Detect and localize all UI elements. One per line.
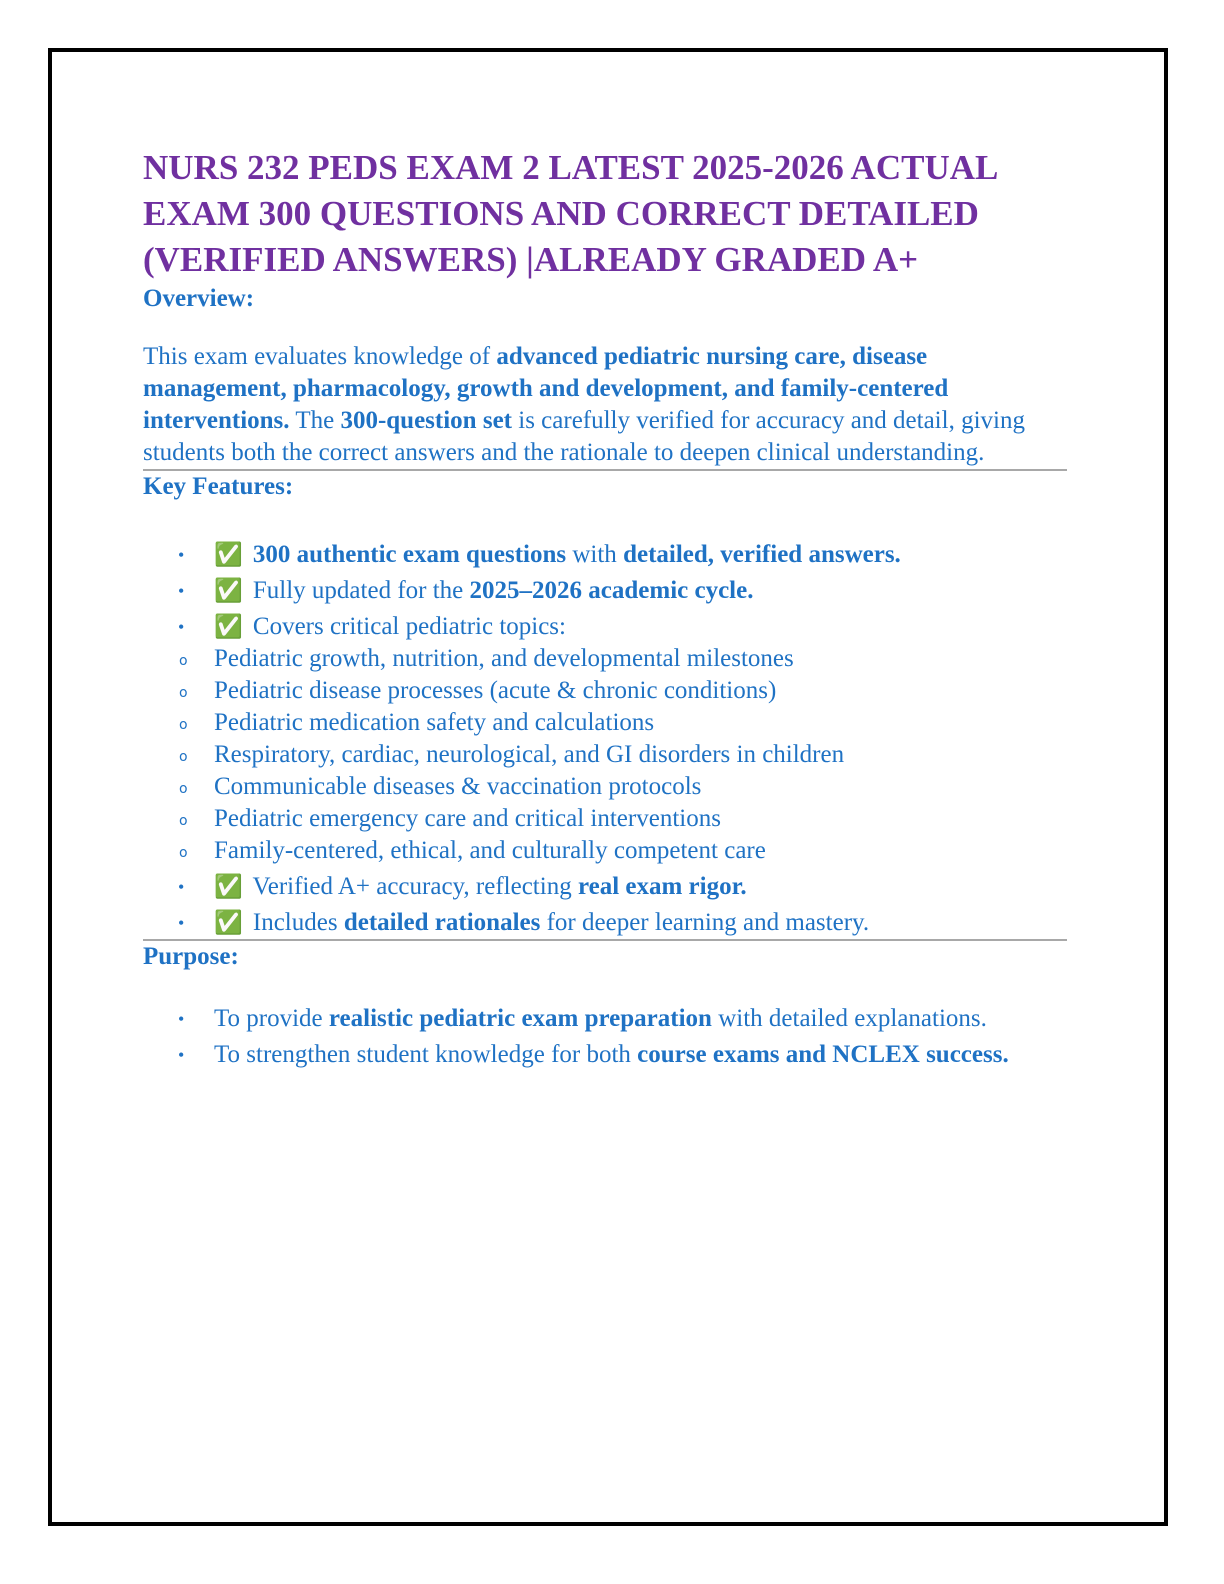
- list-item: [143, 871, 1073, 903]
- bullet-icon: •: [178, 581, 185, 601]
- check-mark-icon: ✅: [214, 874, 243, 900]
- feature-text: for deeper learning and mastery.: [540, 909, 870, 936]
- feature-text: Verified A+ accuracy, reflecting: [246, 873, 578, 900]
- topic-text: Family-centered, ethical, and culturally competent care: [214, 837, 766, 864]
- feature-bold: detailed, verified answers.: [623, 541, 901, 568]
- sub-list-item: [143, 707, 1073, 739]
- overview-text-2: The: [289, 407, 341, 434]
- purpose-bold: realistic pediatric exam preparation: [328, 1005, 712, 1032]
- pediatric-topics-list: [143, 643, 1073, 867]
- overview-bold-2: 300-question set: [340, 407, 512, 434]
- topic-text: Pediatric growth, nutrition, and developmental milestones: [214, 645, 794, 672]
- list-item: [143, 575, 1073, 607]
- sub-list-item: [143, 675, 1073, 707]
- feature-text: Includes: [246, 909, 344, 936]
- bullet-icon: •: [178, 1045, 185, 1065]
- circle-bullet-icon: o: [179, 749, 188, 765]
- sub-list-item: [143, 739, 1073, 771]
- bullet-icon: •: [178, 913, 185, 933]
- check-mark-icon: ✅: [214, 614, 243, 640]
- bullet-icon: •: [178, 617, 185, 637]
- feature-bold: detailed rationales: [343, 909, 541, 936]
- bullet-icon: •: [178, 877, 185, 897]
- key-features-list: [143, 539, 1073, 939]
- purpose-text: with detailed explanations.: [711, 1005, 987, 1032]
- topic-text: Pediatric medication safety and calculations: [214, 709, 655, 736]
- feature-bold: 2025–2026 academic cycle.: [469, 577, 754, 604]
- feature-text: Fully updated for the: [246, 577, 470, 604]
- sub-list-item: [143, 803, 1073, 835]
- feature-text: Covers critical pediatric topics:: [246, 613, 566, 640]
- bullet-icon: •: [178, 1009, 185, 1029]
- feature-text: with: [566, 541, 624, 568]
- purpose-heading: Purpose:: [143, 943, 239, 970]
- topic-text: Pediatric disease processes (acute & chronic conditions): [214, 677, 777, 704]
- list-item: [143, 1003, 1073, 1035]
- list-item: [143, 611, 1073, 867]
- feature-bold: real exam rigor.: [577, 873, 747, 900]
- circle-bullet-icon: o: [179, 813, 188, 829]
- purpose-text: To strengthen student knowledge for both: [214, 1041, 638, 1068]
- check-mark-icon: ✅: [214, 578, 243, 604]
- overview-text-3: is carefully verified for accuracy and detail, giving students both the correct answers and the rationale to deepen clinical understanding.: [143, 407, 1025, 466]
- purpose-list: [143, 1003, 1073, 1071]
- sub-list-item: [143, 643, 1073, 675]
- topic-text: Communicable diseases & vaccination protocols: [214, 773, 702, 800]
- feature-bold: 300 authentic exam questions: [252, 541, 567, 568]
- topic-text: Pediatric emergency care and critical interventions: [214, 805, 721, 832]
- check-mark-icon: ✅: [214, 542, 243, 568]
- circle-bullet-icon: o: [179, 653, 188, 669]
- check-mark-icon: ✅: [214, 910, 243, 936]
- overview-text-1: This exam evaluates knowledge of: [143, 343, 497, 370]
- overview-bold-1: advanced pediatric nursing care, disease management, pharmacology, growth and development, and family-centered interventions.: [143, 343, 949, 434]
- circle-bullet-icon: o: [179, 845, 188, 861]
- list-item: [143, 1039, 1073, 1071]
- circle-bullet-icon: o: [179, 781, 188, 797]
- key-features-heading: Key Features:: [143, 473, 294, 500]
- sub-list-item: [143, 835, 1073, 867]
- bullet-icon: •: [178, 545, 185, 565]
- document-body: [143, 145, 1073, 1071]
- purpose-text: To provide: [214, 1005, 329, 1032]
- overview-paragraph: [143, 341, 1073, 469]
- purpose-bold: course exams and NCLEX success.: [637, 1041, 1009, 1068]
- circle-bullet-icon: o: [179, 717, 188, 733]
- overview-heading: Overview:: [143, 285, 255, 312]
- list-item: [143, 907, 1073, 939]
- circle-bullet-icon: o: [179, 685, 188, 701]
- sub-list-item: [143, 771, 1073, 803]
- topic-text: Respiratory, cardiac, neurological, and GI disorders in children: [214, 741, 845, 768]
- list-item: [143, 539, 1073, 571]
- document-title: NURS 232 PEDS EXAM 2 LATEST 2025-2026 ACTUAL EXAM 300 QUESTIONS AND CORRECT DETAILED (VERIFIED ANSWERS) |ALREADY GRADED A+: [143, 148, 997, 279]
